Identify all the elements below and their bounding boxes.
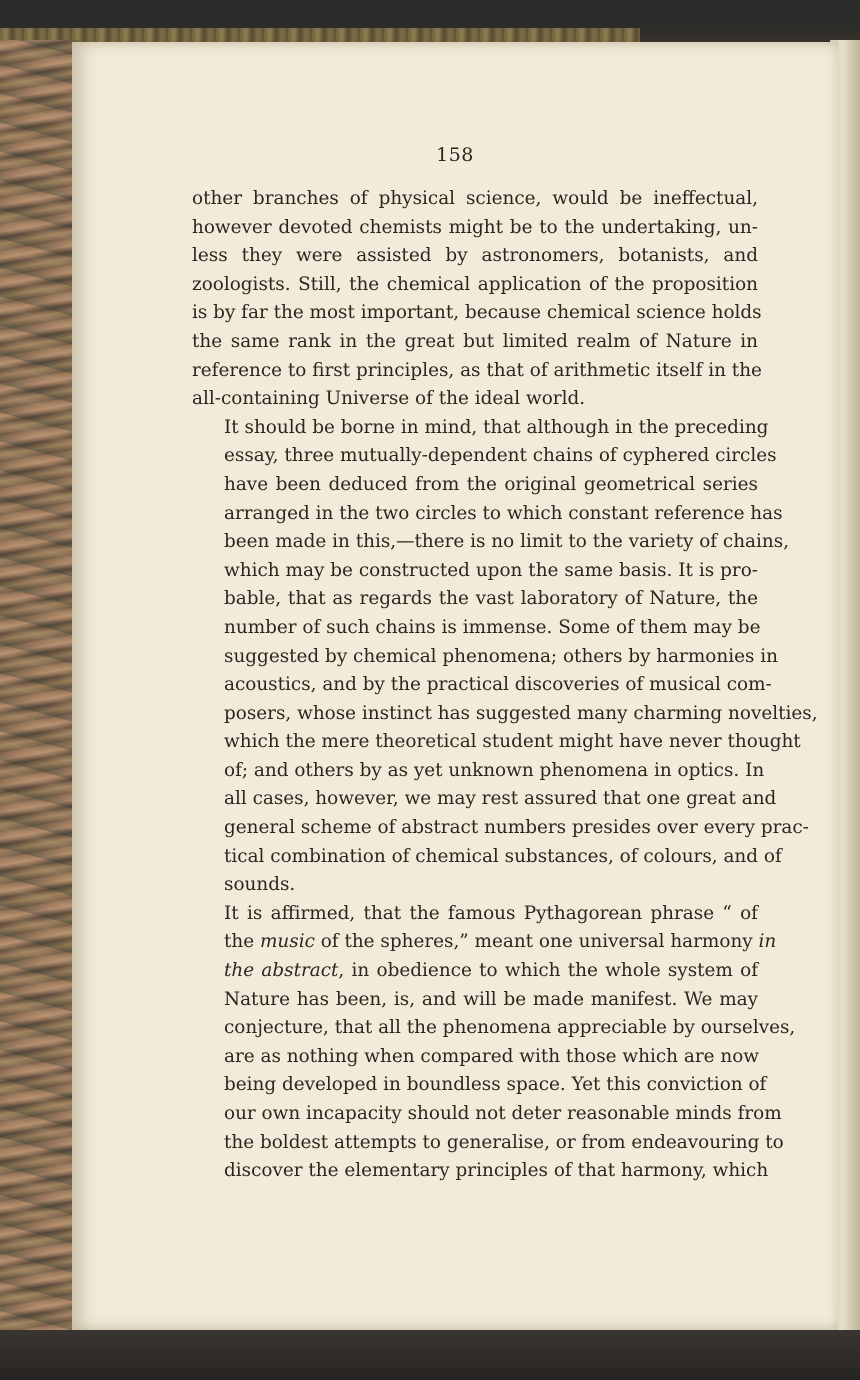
text-line: number of such chains is immense. Some of them may be [224,616,761,638]
text-line: however devoted chemists might be to the undertaking, un- [192,216,758,238]
text-run: of the spheres,” meant one universal harmony [314,931,759,953]
text-line: posers, whose instinct has suggested many charming novelties, [224,702,818,724]
paragraph-2 [192,414,818,900]
text-line: our own incapacity should not deter reasonable minds from [224,1103,782,1124]
text-line: sounds. [224,874,296,896]
text-line: bable, that as regards the vast laboratory of Nature, the [224,588,758,610]
italic-the-abstract: the abstract [224,960,339,982]
text-line: the same rank in the great but limited realm of Nature in [192,330,758,352]
text-line: of; and others by as yet unknown phenomena in optics. In [224,759,765,781]
text-line: which the mere theoretical student might have never thought [224,731,801,753]
page-number: 158 [436,144,474,166]
text-line: is by far the most important, because chemical science holds [192,302,762,324]
paragraph-3 [192,900,796,1186]
text-line: all cases, however, we may rest assured that one great and [224,788,777,810]
text-line: been made in this,—there is no limit to the variety of chains, [224,531,790,553]
text-line: conjecture, that all the phenomena appreciable by ourselves, [224,1017,796,1039]
text-line: discover the elementary principles of that harmony, which [224,1160,769,1182]
book-page [72,42,838,1330]
text-line: essay, three mutually-dependent chains of cyphered circles [224,445,777,467]
text-line: suggested by chemical phenomena; others by harmonies in [224,645,778,667]
text-line: Nature has been, is, and will be made manifest. We may [224,988,758,1010]
text-line: tical combination of chemical substances, of colours, and of [224,845,782,867]
text-line: all-containing Universe of the ideal world. [192,388,586,410]
text-line: the boldest attempts to generalise, or from endeavouring to [224,1131,784,1153]
text-line: It should be borne in mind, that although in the preceding [224,416,769,438]
text-line: general scheme of abstract numbers presides over every prac- [224,817,809,839]
paragraph-1 [192,185,762,414]
text-line [192,928,777,957]
marbled-page-edges [0,40,80,1340]
text-run: the [224,931,260,953]
text-line: being developed in boundless space. Yet this conviction of [224,1074,767,1096]
text-line: reference to first principles, as that of arithmetic itself in the [192,359,762,381]
italic-in: in [758,931,777,953]
text-line: other branches of physical science, would be ineffectual, [192,188,758,209]
body-text [192,185,818,1186]
text-line: acoustics, and by the practical discoveries of musical com- [224,674,772,696]
text-line: which may be constructed upon the same basis. It is pro- [224,559,758,581]
text-line: arranged in the two circles to which constant reference has [224,502,783,524]
text-line: It is affirmed, that the famous Pythagorean phrase “ of [224,902,758,924]
text-line: less they were assisted by astronomers, botanists, and [192,245,758,267]
book-bottom-edge [0,1330,860,1380]
text-line [192,957,758,986]
text-run: , in obedience to which the whole system of [338,960,758,982]
text-line: zoologists. Still, the chemical application of the proposition [192,273,758,295]
text-line: are as nothing when compared with those which are now [224,1045,760,1067]
italic-music: music [259,931,315,953]
text-line: have been deduced from the original geometrical series [224,473,758,495]
